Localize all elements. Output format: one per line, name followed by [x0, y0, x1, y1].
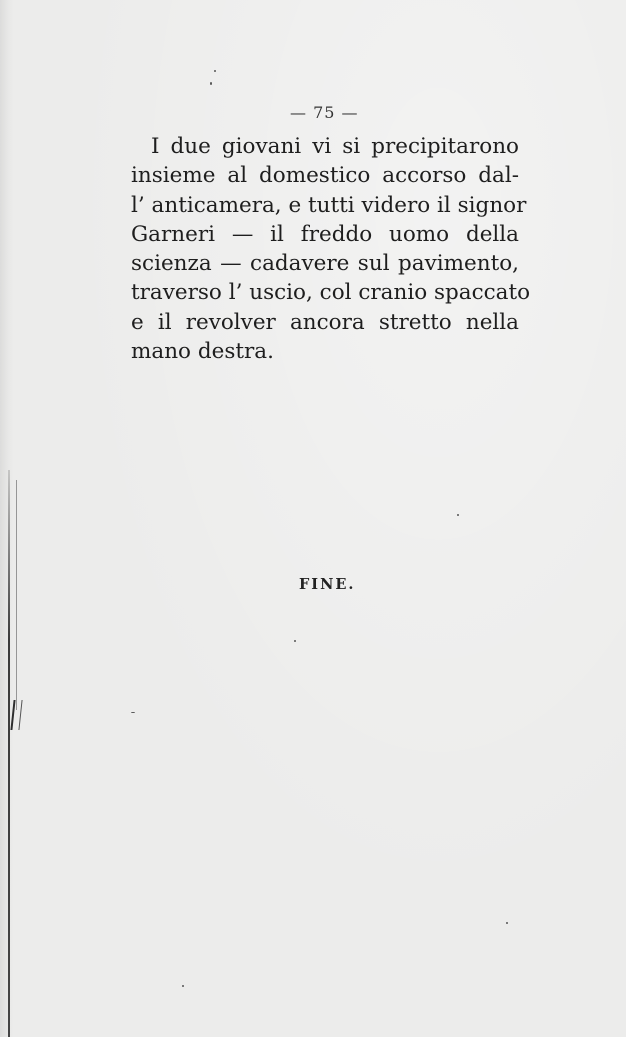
paper-speck [182, 985, 184, 987]
text-line: mano destra. [131, 339, 274, 365]
body-paragraph [131, 132, 531, 366]
text-line: Garneri — il freddo uomo della [131, 221, 519, 247]
text-line: traverso l’ uscio, col cranio spaccato [131, 280, 531, 306]
text-line: l’ anticamera, e tutti videro il signor [131, 192, 527, 218]
text-line: insieme al domestico accorso dal- [131, 163, 519, 189]
text-line: e il revolver ancora stretto nella [131, 309, 519, 335]
paper-speck [506, 922, 508, 924]
binding-thread-line [8, 470, 10, 1037]
binding-thread-line-secondary [16, 480, 17, 710]
paper-speck [210, 82, 212, 85]
text-line: scienza — cadavere sul pavimento, [131, 251, 519, 277]
binding-thread-knot [10, 700, 22, 730]
page-number: — 75 — [290, 103, 359, 122]
text-line: I due giovani vi si precipitarono [151, 134, 519, 159]
paper-speck [294, 640, 296, 642]
paper-speck [214, 70, 216, 72]
paper-speck [131, 712, 135, 713]
paper-speck [457, 514, 459, 516]
binding-edge [0, 0, 14, 1037]
end-mark: FINE. [299, 576, 356, 593]
